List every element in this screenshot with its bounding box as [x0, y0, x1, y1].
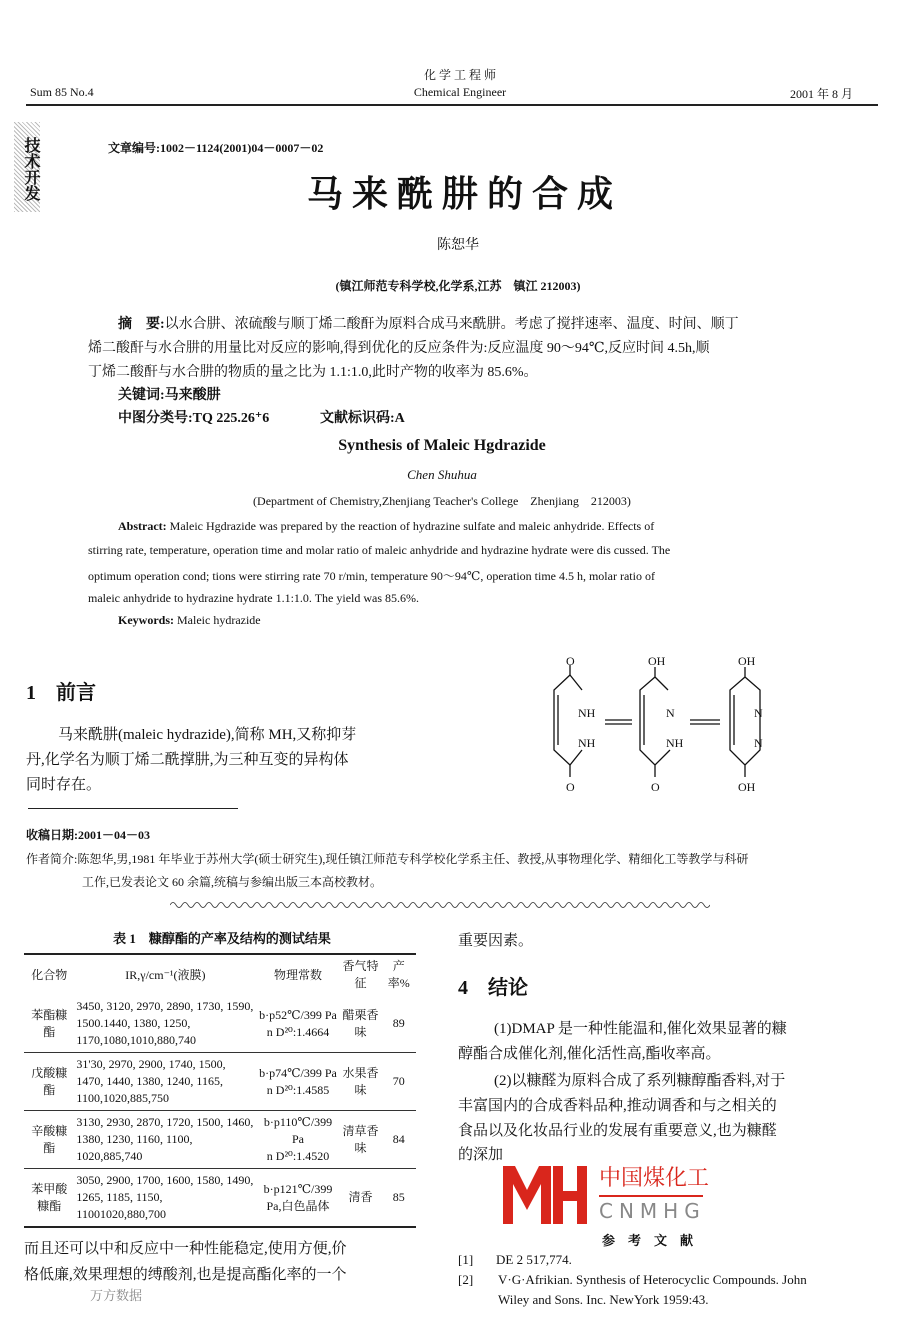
- abstract-line: 烯二酸酐与水合肼的用量比对反应的影响,得到优化的反应条件为:反应温度 90～94℃,反应时间 4.5h,顺: [88, 341, 710, 356]
- results-table: [24, 953, 416, 1228]
- logo-text-cn: 中国煤化工: [599, 1166, 710, 1191]
- ir-cell: 3130, 2930, 2870, 1720, 1500, 1460, 1380, 1230, 1160, 1100, 1020,885,740: [74, 1111, 256, 1169]
- paragraph-line: (1)DMAP 是一种性能温和,催化效果显著的糠: [494, 1021, 787, 1037]
- ir-cell: 3450, 3120, 2970, 2890, 1730, 1590, 1500.1440, 1380, 1250, 1170,1080,1010,880,740: [74, 995, 256, 1053]
- header-rule: [26, 104, 878, 106]
- aroma-cell: 清草香味: [340, 1111, 382, 1169]
- abstract-en-label: Abstract:: [118, 519, 167, 533]
- compound-cell: 苯酯糠酯: [24, 995, 74, 1053]
- affiliation-en: (Department of Chemistry,Zhenjiang Teacher's College Zhenjiang 212003): [253, 494, 631, 508]
- paragraph-line: 马来酰肼(maleic hydrazide),简称 MH,又称抑芽: [58, 727, 357, 743]
- reference-number: [1]: [458, 1252, 474, 1267]
- atom-label: NH: [578, 706, 596, 720]
- yield-cell: 89: [381, 995, 416, 1053]
- table-header-row: [24, 954, 416, 995]
- paragraph-line: 食品以及化妆品行业的发展有重要意义,也为糠醛: [458, 1123, 777, 1139]
- atom-label: OH: [648, 655, 666, 668]
- atom-label: O: [566, 655, 575, 668]
- journal-name-en: Chemical Engineer: [413, 85, 507, 99]
- footnote-rule: [28, 808, 238, 809]
- author-en: Chen Shuhua: [407, 467, 477, 482]
- paragraph-line: 重要因素。: [458, 933, 534, 949]
- aroma-cell: 醋栗香味: [340, 995, 382, 1053]
- bp-cell: b·p110℃/399 Pa: [263, 1115, 333, 1146]
- compound-cell: 戊酸糠酯: [24, 1053, 74, 1111]
- paragraph-line: 而且还可以中和反应中一种性能稳定,使用方便,价: [24, 1241, 347, 1257]
- classification-number: 中图分类号:TQ 225.26⁺6: [118, 411, 270, 426]
- paragraph-line: 丹,化学名为顺丁烯二酰撑肼,为三种互变的异构体: [26, 752, 349, 768]
- compound-cell: 辛酸糠酯: [24, 1111, 74, 1169]
- author-bio-line: 作者简介:陈恕华,男,1981 年毕业于苏州大学(硕士研究生),现任镇江师范专科学校化学系主任、教授,从事物理化学、精细化工等教学与科研: [26, 852, 749, 866]
- atom-label: N: [754, 706, 763, 720]
- abstract-en-line: stirring rate, temperature, operation time and molar ratio of maleic anhydride and hydrazine hydrate were dis cussed. The: [88, 543, 671, 557]
- document-code: 文献标识码:A: [320, 411, 405, 426]
- compound-cell: 苯甲酸糠酯: [31, 1181, 68, 1213]
- column-tag: 技术开发: [14, 122, 40, 212]
- abstract-label: 摘 要:: [118, 317, 165, 332]
- bp-cell: b·p121℃/399: [263, 1181, 333, 1196]
- ir-cell: 31'30, 2970, 2900, 1740, 1500, 1470, 1440, 1380, 1240, 1165, 1100,1020,885,750: [74, 1053, 256, 1111]
- table-caption: 表 1 糠醇酯的产率及结构的测试结果: [113, 931, 331, 946]
- column-header: 物理常数: [273, 967, 322, 982]
- atom-label: NH: [666, 736, 684, 750]
- reference-number: [2]: [458, 1272, 474, 1287]
- column-header: 香气特征: [342, 959, 379, 990]
- abstract-en-line: Maleic Hgdrazide was prepared by the reaction of hydrazine sulfate and maleic anhydride. Effects of: [166, 519, 655, 533]
- abstract-en-line: optimum operation cond; tions were stirring rate 70 r/min, temperature 90～94℃, operation time 4.5 h, molar ratio of: [88, 569, 655, 583]
- reference-text: Wiley and Sons. Inc. NewYork 1959:43.: [498, 1292, 709, 1307]
- atom-label: OH: [738, 655, 756, 668]
- yield-cell: 85: [392, 1190, 405, 1204]
- section-heading: 1 前言: [26, 682, 96, 704]
- paragraph-line: 的深加: [458, 1147, 504, 1163]
- abstract-line: 丁烯二酸酐与水合肼的物质的量之比为 1.1:1.0,此时产物的收率为 85.6%。: [88, 365, 538, 380]
- table-row: [24, 995, 416, 1053]
- yield-cell: 70: [381, 1053, 416, 1111]
- ir-cell: 3050, 2900, 1700, 1600, 1580, 1490, 1265, 1185, 1150, 11001020,880,700: [76, 1173, 254, 1221]
- keywords-en-label: Keywords:: [118, 613, 174, 627]
- logo-rule: [599, 1195, 703, 1197]
- keywords-en: Maleic hydrazide: [174, 613, 261, 627]
- left-column: [24, 929, 420, 1304]
- logo-text-en: CNMHG: [599, 1199, 706, 1223]
- affiliation: (镇江师范专科学校,化学系,江苏 镇江 212003): [335, 279, 581, 293]
- yield-cell: 84: [381, 1111, 416, 1169]
- paragraph-line: 格低廉,效果理想的缚酸剂,也是提高酯化率的一个: [24, 1267, 347, 1283]
- issue-number: Sum 85 No.4: [30, 85, 94, 99]
- table-row: [24, 1053, 416, 1111]
- aroma-cell: 水果香味: [340, 1053, 382, 1111]
- page-title: 马 来 酰 肼 的 合 成: [306, 174, 613, 214]
- watermark-logo: [503, 1166, 710, 1226]
- watermark: 万方数据: [90, 1288, 143, 1303]
- table-row: [24, 1111, 416, 1169]
- column-header: 化合物: [31, 967, 68, 982]
- nd-cell: Pa,白色晶体: [266, 1198, 330, 1213]
- logo-mark-icon: [503, 1166, 593, 1226]
- references-heading: 参 考 文 献: [602, 1233, 694, 1248]
- bp-cell: b·p52℃/399 Pa: [259, 1007, 337, 1022]
- atom-label: OH: [738, 780, 756, 794]
- paragraph-line: 同时存在。: [26, 777, 102, 793]
- atom-label: N: [666, 706, 675, 720]
- aroma-cell: 清香: [348, 1190, 373, 1204]
- author-bio-line: 工作,已发表论文 60 余篇,统稿与参编出版三本高校教材。: [82, 875, 383, 889]
- abstract-line: 以水合肼、浓硫酸与顺丁烯二酸酐为原料合成马来酰肼。考虑了搅拌速率、温度、时间、顺丁: [164, 317, 739, 332]
- title-en: Synthesis of Maleic Hgdrazide: [338, 437, 546, 454]
- atom-label: O: [651, 780, 660, 794]
- column-header: 产率%: [387, 959, 410, 990]
- received-date: 收稿日期:2001－04－03: [26, 828, 150, 842]
- atom-label: O: [566, 780, 575, 794]
- tautomer-structure-diagram: [540, 655, 790, 800]
- paragraph-line: (2)以糠醛为原料合成了系列糠醇酯香料,对于: [494, 1073, 786, 1089]
- paragraph-line: 醇酯合成催化剂,催化活性高,酯收率高。: [458, 1046, 721, 1062]
- atom-label: N: [754, 736, 763, 750]
- issue-date: 2001 年 8 月: [790, 87, 854, 101]
- reference-text: DE 2 517,774.: [496, 1252, 572, 1267]
- reference-text: V·G·Afrikian. Synthesis of Heterocyclic Compounds. John: [498, 1272, 807, 1287]
- wavy-divider: [170, 900, 710, 910]
- keywords-cn: 关键词:马来酸肼: [118, 388, 221, 403]
- paragraph-line: 丰富国内的合成香料品种,推动调香和与之相关的: [458, 1098, 777, 1114]
- nd-cell: n D²⁰:1.4585: [266, 1082, 330, 1097]
- column-header: IR,γ/cm⁻¹(液膜): [125, 967, 206, 982]
- abstract-en-line: maleic anhydride to hydrazine hydrate 1.1:1.0. The yield was 85.6%.: [88, 591, 420, 605]
- section-heading: 4 结论: [458, 977, 528, 999]
- nd-cell: n D²⁰:1.4520: [266, 1149, 330, 1163]
- author: 陈恕华: [437, 238, 479, 253]
- bp-cell: b·p74℃/399 Pa: [259, 1065, 337, 1080]
- table-row: [24, 1169, 416, 1228]
- nd-cell: n D²⁰:1.4664: [266, 1024, 330, 1039]
- article-number: 文章编号:1002－1124(2001)04－0007－02: [108, 141, 324, 155]
- atom-label: NH: [578, 736, 596, 750]
- journal-name-cn: 化 学 工 程 师: [423, 68, 496, 82]
